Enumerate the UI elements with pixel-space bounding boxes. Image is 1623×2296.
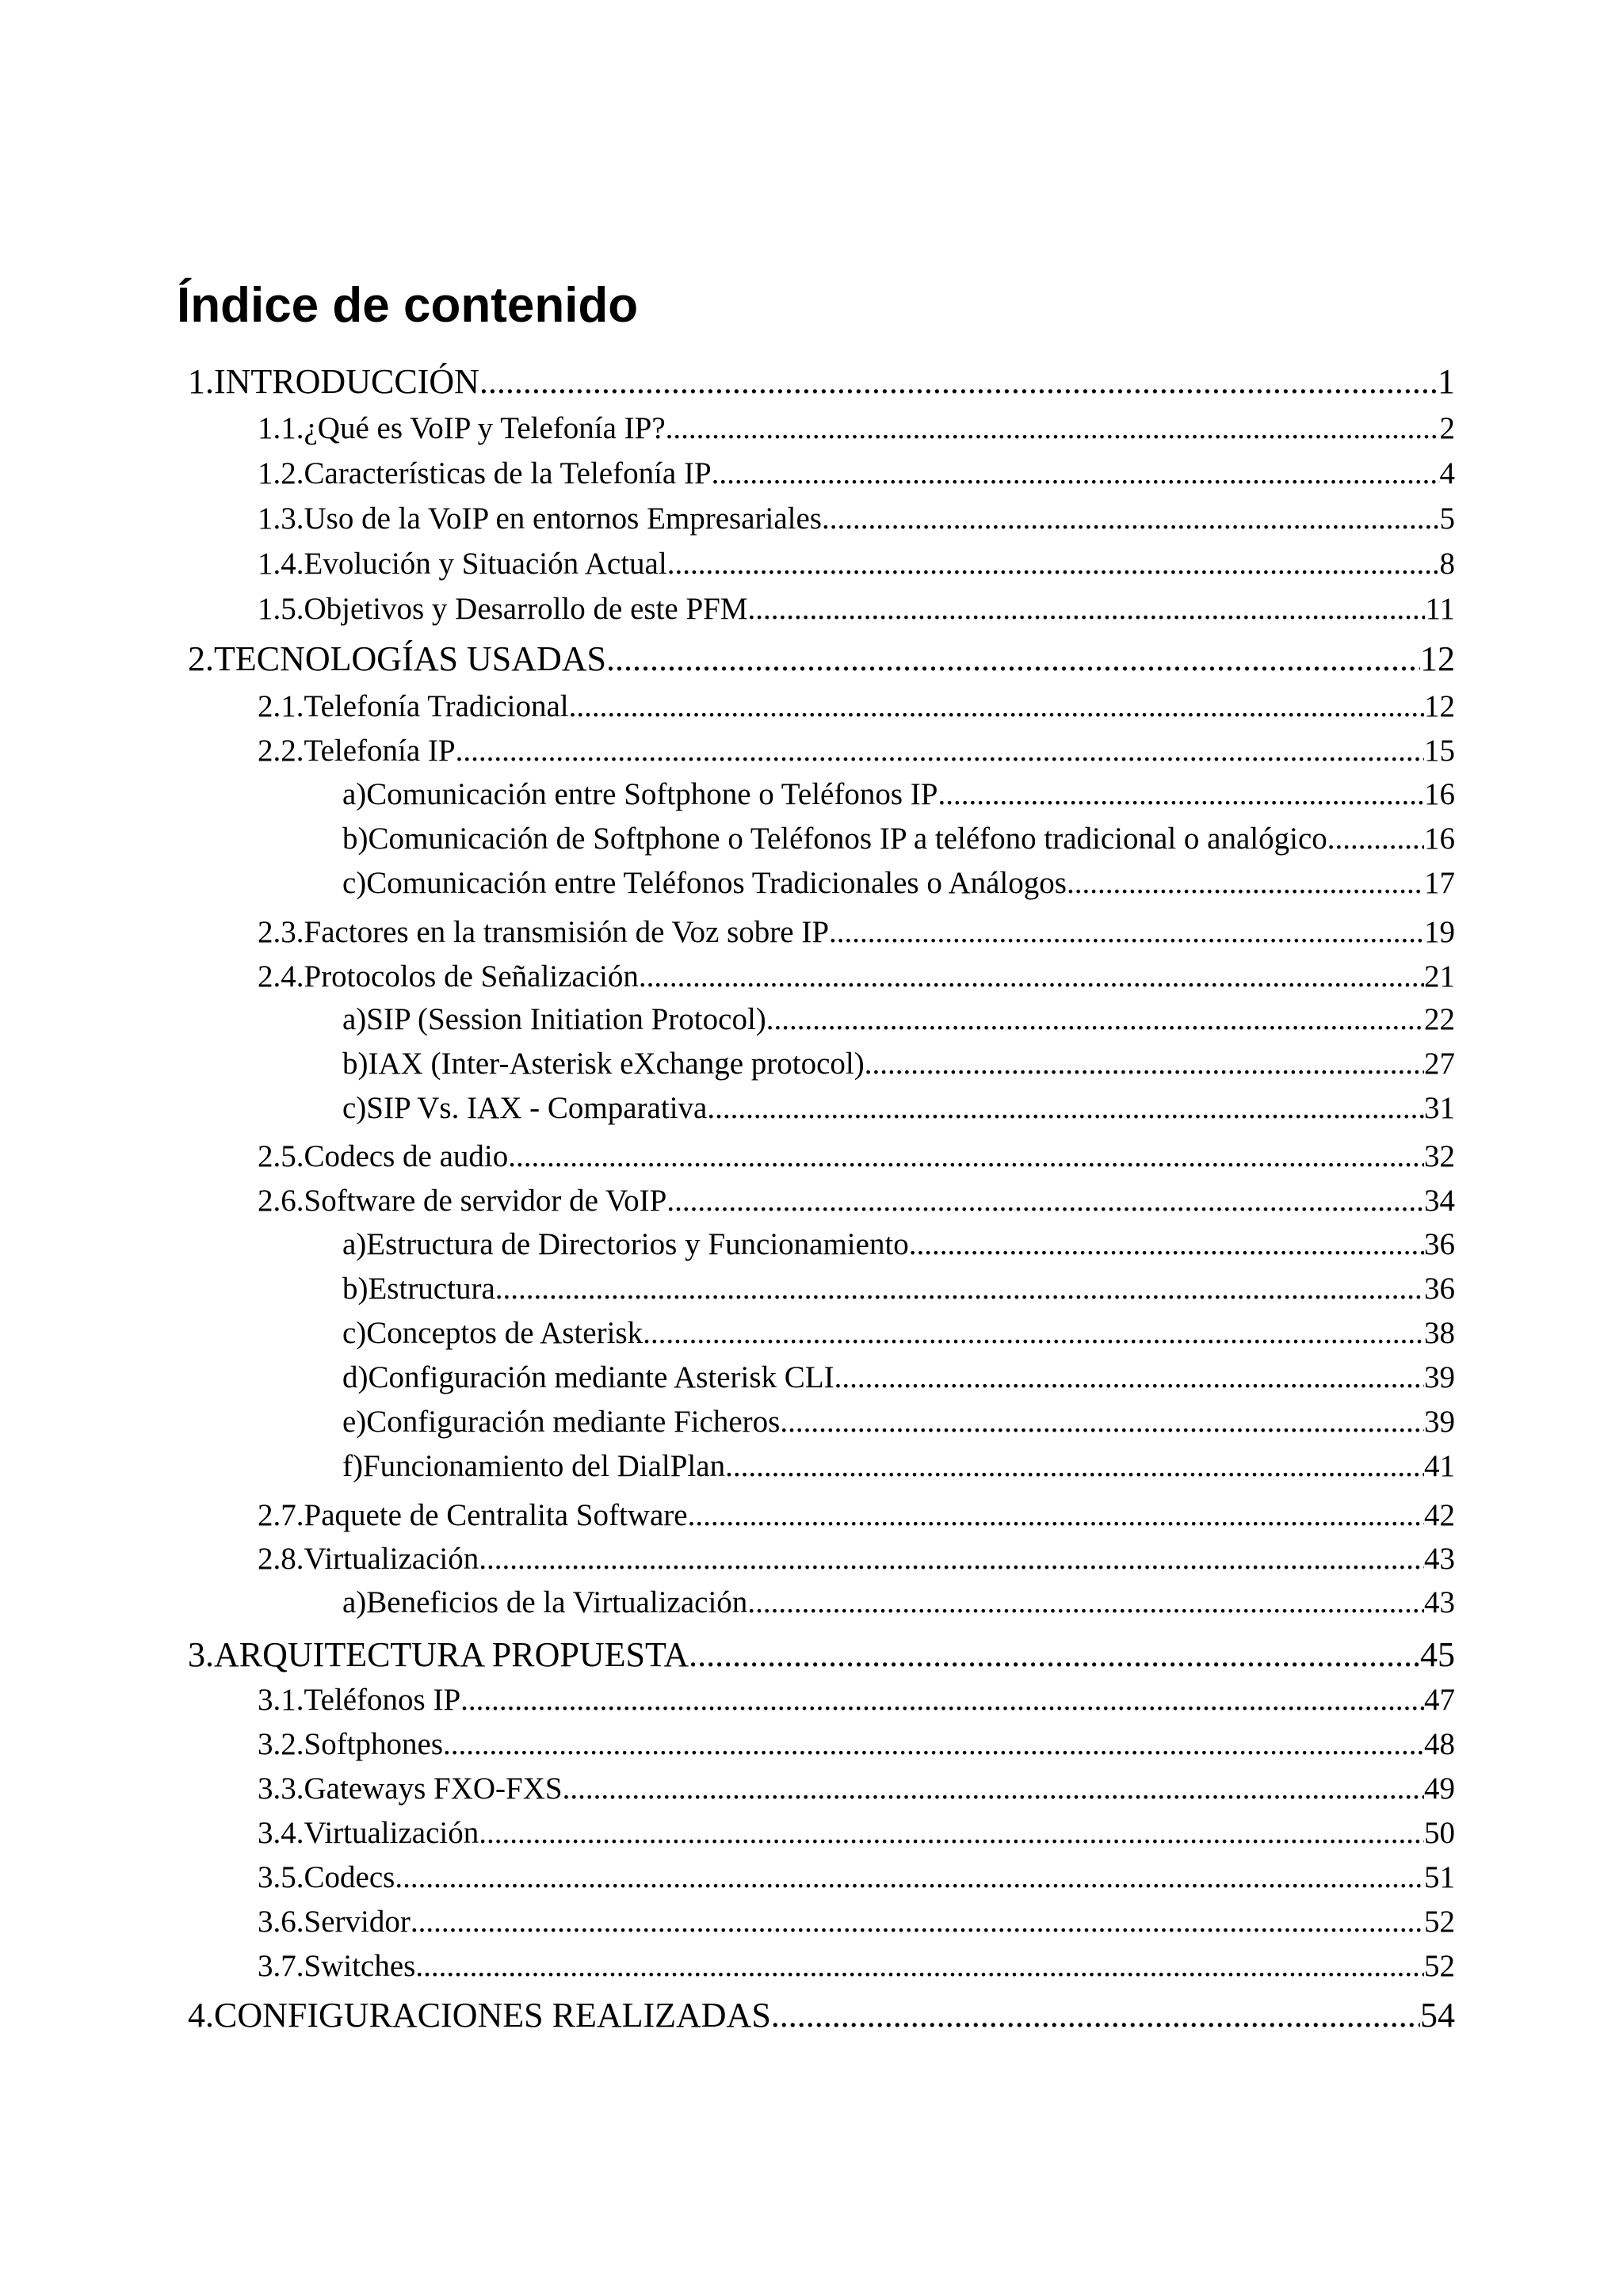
toc-dot-leader [643, 1314, 1424, 1353]
toc-entry[interactable] [258, 1947, 1455, 1986]
toc-dot-leader [667, 544, 1440, 584]
toc-entry-label: a)SIP (Session Initiation Protocol) [342, 1002, 766, 1036]
toc-dot-leader [707, 1089, 1424, 1128]
toc-entry-page-number: 54 [1420, 1996, 1455, 2035]
toc-entry-label: 2.1.Telefonía Tradicional [258, 689, 569, 723]
toc-entry[interactable] [188, 360, 1455, 404]
toc-entry[interactable] [188, 1633, 1455, 1677]
toc-entry[interactable] [342, 775, 1455, 814]
toc-entry[interactable] [342, 1583, 1455, 1623]
toc-entry-label: a)Estructura de Directorios y Funcionamiento [342, 1227, 909, 1261]
toc-entry[interactable] [258, 731, 1455, 771]
toc-entry[interactable] [342, 1447, 1455, 1486]
toc-entry[interactable] [258, 957, 1455, 997]
toc-dot-leader [712, 454, 1440, 494]
toc-entry-label: 3.ARQUITECTURA PROPUESTA [188, 1635, 689, 1674]
toc-entry-page-number: 43 [1424, 1542, 1455, 1576]
toc-entry-label: 2.5.Codecs de audio [258, 1139, 509, 1173]
toc-entry-page-number: 31 [1424, 1091, 1455, 1125]
toc-entry-page-number: 43 [1424, 1585, 1455, 1619]
toc-entry-page-number: 5 [1439, 502, 1455, 536]
toc-dot-leader [666, 1181, 1424, 1221]
toc-entry-page-number: 36 [1424, 1272, 1455, 1306]
toc-entry-page-number: 4 [1439, 456, 1455, 490]
toc-entry-page-number: 11 [1425, 592, 1455, 626]
toc-entry[interactable] [258, 1814, 1455, 1853]
toc-dot-leader [639, 957, 1424, 997]
toc-dot-leader [479, 1814, 1424, 1853]
toc-entry-page-number: 17 [1424, 866, 1455, 900]
toc-dot-leader [780, 1402, 1424, 1442]
toc-entry-page-number: 22 [1424, 1002, 1455, 1036]
toc-entry[interactable] [342, 1358, 1455, 1398]
toc-dot-leader [909, 1225, 1424, 1264]
toc-entry[interactable] [258, 1769, 1455, 1809]
toc-entry-label: 4.CONFIGURACIONES REALIZADAS [188, 1996, 771, 2035]
toc-dot-leader [1067, 864, 1424, 903]
toc-entry-label: 1.4.Evolución y Situación Actual [258, 547, 667, 581]
toc-entry-label: a)Beneficios de la Virtualización [342, 1585, 748, 1619]
toc-entry-page-number: 2 [1439, 411, 1455, 445]
toc-entry[interactable] [258, 1858, 1455, 1897]
toc-entry-label: f)Funcionamiento del DialPlan [342, 1449, 726, 1483]
toc-entry-page-number: 36 [1424, 1227, 1455, 1261]
toc-entry[interactable] [258, 409, 1455, 448]
toc-entry[interactable] [258, 1725, 1455, 1764]
toc-entry-page-number: 16 [1424, 777, 1455, 811]
toc-entry-label: 3.1.Teléfonos IP [258, 1683, 461, 1717]
toc-dot-leader [443, 1725, 1424, 1764]
toc-entry[interactable] [258, 1902, 1455, 1942]
toc-entry-page-number: 16 [1424, 822, 1455, 856]
toc-entry-page-number: 15 [1424, 734, 1455, 768]
toc-entry-label: c)Conceptos de Asterisk [342, 1316, 643, 1350]
toc-entry[interactable] [258, 544, 1455, 584]
toc-entry-label: b)Comunicación de Softphone o Teléfonos IP a teléfono tradicional o analógico [342, 822, 1327, 856]
toc-entry-label: 3.2.Softphones [258, 1727, 443, 1761]
toc-dot-leader [456, 731, 1424, 771]
toc-entry[interactable] [258, 1680, 1455, 1720]
toc-entry[interactable] [342, 1000, 1455, 1039]
toc-entry-label: c)SIP Vs. IAX - Comparativa [342, 1091, 708, 1125]
toc-dot-leader [415, 1947, 1424, 1986]
toc-dot-leader [834, 1358, 1424, 1398]
toc-entry-page-number: 45 [1420, 1635, 1455, 1674]
toc-dot-leader [495, 1269, 1424, 1309]
toc-entry-page-number: 52 [1424, 1949, 1455, 1983]
toc-dot-leader [666, 409, 1440, 448]
toc-dot-leader [411, 1902, 1424, 1942]
toc-dot-leader [395, 1858, 1424, 1897]
toc-entry[interactable] [258, 913, 1455, 952]
toc-entry-page-number: 42 [1424, 1498, 1455, 1532]
toc-entry[interactable] [188, 1993, 1455, 2038]
toc-dot-leader [688, 1496, 1424, 1535]
toc-dot-leader [938, 775, 1424, 814]
page-title: Índice de contenido [177, 278, 639, 333]
toc-entry-label: 1.INTRODUCCIÓN [188, 362, 479, 401]
toc-dot-leader [747, 1583, 1424, 1623]
toc-entry[interactable] [342, 1225, 1455, 1264]
toc-entry[interactable] [258, 1181, 1455, 1221]
toc-entry-page-number: 51 [1424, 1860, 1455, 1894]
toc-entry-label: 2.6.Software de servidor de VoIP [258, 1184, 667, 1218]
toc-entry-page-number: 1 [1438, 362, 1455, 401]
toc-entry-label: c)Comunicación entre Teléfonos Tradicionales o Análogos [342, 866, 1067, 900]
toc-entry[interactable] [342, 1269, 1455, 1309]
toc-entry-page-number: 48 [1424, 1727, 1455, 1761]
toc-entry-label: 1.3.Uso de la VoIP en entornos Empresariales [258, 502, 822, 536]
toc-entry-label: 1.5.Objetivos y Desarrollo de este PFM [258, 592, 748, 626]
toc-dot-leader [725, 1447, 1424, 1486]
toc-dot-leader [865, 1044, 1424, 1084]
toc-entry[interactable] [342, 1044, 1455, 1084]
toc-dot-leader [479, 1539, 1424, 1579]
toc-entry-label: 2.7.Paquete de Centralita Software [258, 1498, 688, 1532]
toc-entry-label: 1.1.¿Qué es VoIP y Telefonía IP? [258, 411, 666, 445]
toc-entry[interactable] [258, 589, 1455, 629]
toc-entry-page-number: 39 [1424, 1405, 1455, 1439]
toc-entry-page-number: 39 [1424, 1360, 1455, 1394]
toc-entry-page-number: 41 [1424, 1449, 1455, 1483]
toc-entry-page-number: 21 [1424, 959, 1455, 994]
toc-entry[interactable] [342, 864, 1455, 903]
toc-dot-leader [569, 687, 1424, 727]
toc-entry[interactable] [258, 1539, 1455, 1579]
toc-entry[interactable] [342, 1089, 1455, 1128]
toc-entry-page-number: 47 [1424, 1683, 1455, 1717]
toc-dot-leader [1327, 819, 1424, 859]
toc-entry[interactable] [258, 499, 1455, 539]
toc-entry-label: 2.3.Factores en la transmisión de Voz sobre IP [258, 915, 830, 949]
toc-entry[interactable] [258, 687, 1455, 727]
toc-entry[interactable] [342, 1314, 1455, 1353]
toc-entry-page-number: 49 [1424, 1772, 1455, 1806]
toc-dot-leader [479, 360, 1438, 404]
toc-entry-label: a)Comunicación entre Softphone o Teléfonos IP [342, 777, 938, 811]
toc-entry-page-number: 38 [1424, 1316, 1455, 1350]
toc-entry-label: 2.TECNOLOGÍAS USADAS [188, 639, 607, 678]
toc-entry-label: b)Estructura [342, 1272, 495, 1306]
toc-dot-leader [771, 1993, 1420, 2038]
toc-entry-label: 2.2.Telefonía IP [258, 734, 456, 768]
toc-entry-page-number: 27 [1424, 1047, 1455, 1081]
toc-dot-leader [689, 1633, 1420, 1677]
toc-entry-page-number: 34 [1424, 1184, 1455, 1218]
toc-dot-leader [748, 589, 1426, 629]
toc-entry[interactable] [342, 1402, 1455, 1442]
toc-dot-leader [460, 1680, 1424, 1720]
toc-entry-label: d)Configuración mediante Asterisk CLI [342, 1360, 834, 1394]
toc-dot-leader [508, 1137, 1424, 1177]
toc-dot-leader [822, 499, 1440, 539]
toc-dot-leader [563, 1769, 1424, 1809]
toc-entry-label: e)Configuración mediante Ficheros [342, 1405, 781, 1439]
toc-entry[interactable] [258, 1496, 1455, 1535]
toc-entry-page-number: 32 [1424, 1139, 1455, 1173]
toc-dot-leader [766, 1000, 1424, 1039]
toc-entry-page-number: 12 [1420, 639, 1455, 678]
toc-entry[interactable] [342, 819, 1455, 859]
toc-entry-page-number: 12 [1424, 689, 1455, 723]
toc-entry-label: 3.3.Gateways FXO-FXS [258, 1772, 563, 1806]
toc-entry-page-number: 50 [1424, 1816, 1455, 1850]
toc-entry-label: 2.4.Protocolos de Señalización [258, 959, 639, 994]
toc-entry[interactable] [258, 454, 1455, 494]
toc-entry[interactable] [188, 637, 1455, 681]
toc-entry-label: b)IAX (Inter-Asterisk eXchange protocol) [342, 1047, 865, 1081]
toc-entry-page-number: 52 [1424, 1905, 1455, 1939]
toc-entry-label: 3.4.Virtualización [258, 1816, 479, 1850]
toc-dot-leader [606, 637, 1420, 681]
toc-entry-label: 1.2.Características de la Telefonía IP [258, 456, 712, 490]
toc-entry-label: 3.7.Switches [258, 1949, 416, 1983]
toc-entry-label: 2.8.Virtualización [258, 1542, 479, 1576]
toc-entry-label: 3.5.Codecs [258, 1860, 395, 1894]
toc-entry-page-number: 19 [1424, 915, 1455, 949]
toc-entry[interactable] [258, 1137, 1455, 1177]
toc-dot-leader [829, 913, 1424, 952]
toc-entry-label: 3.6.Servidor [258, 1905, 411, 1939]
toc-entry-page-number: 8 [1439, 547, 1455, 581]
